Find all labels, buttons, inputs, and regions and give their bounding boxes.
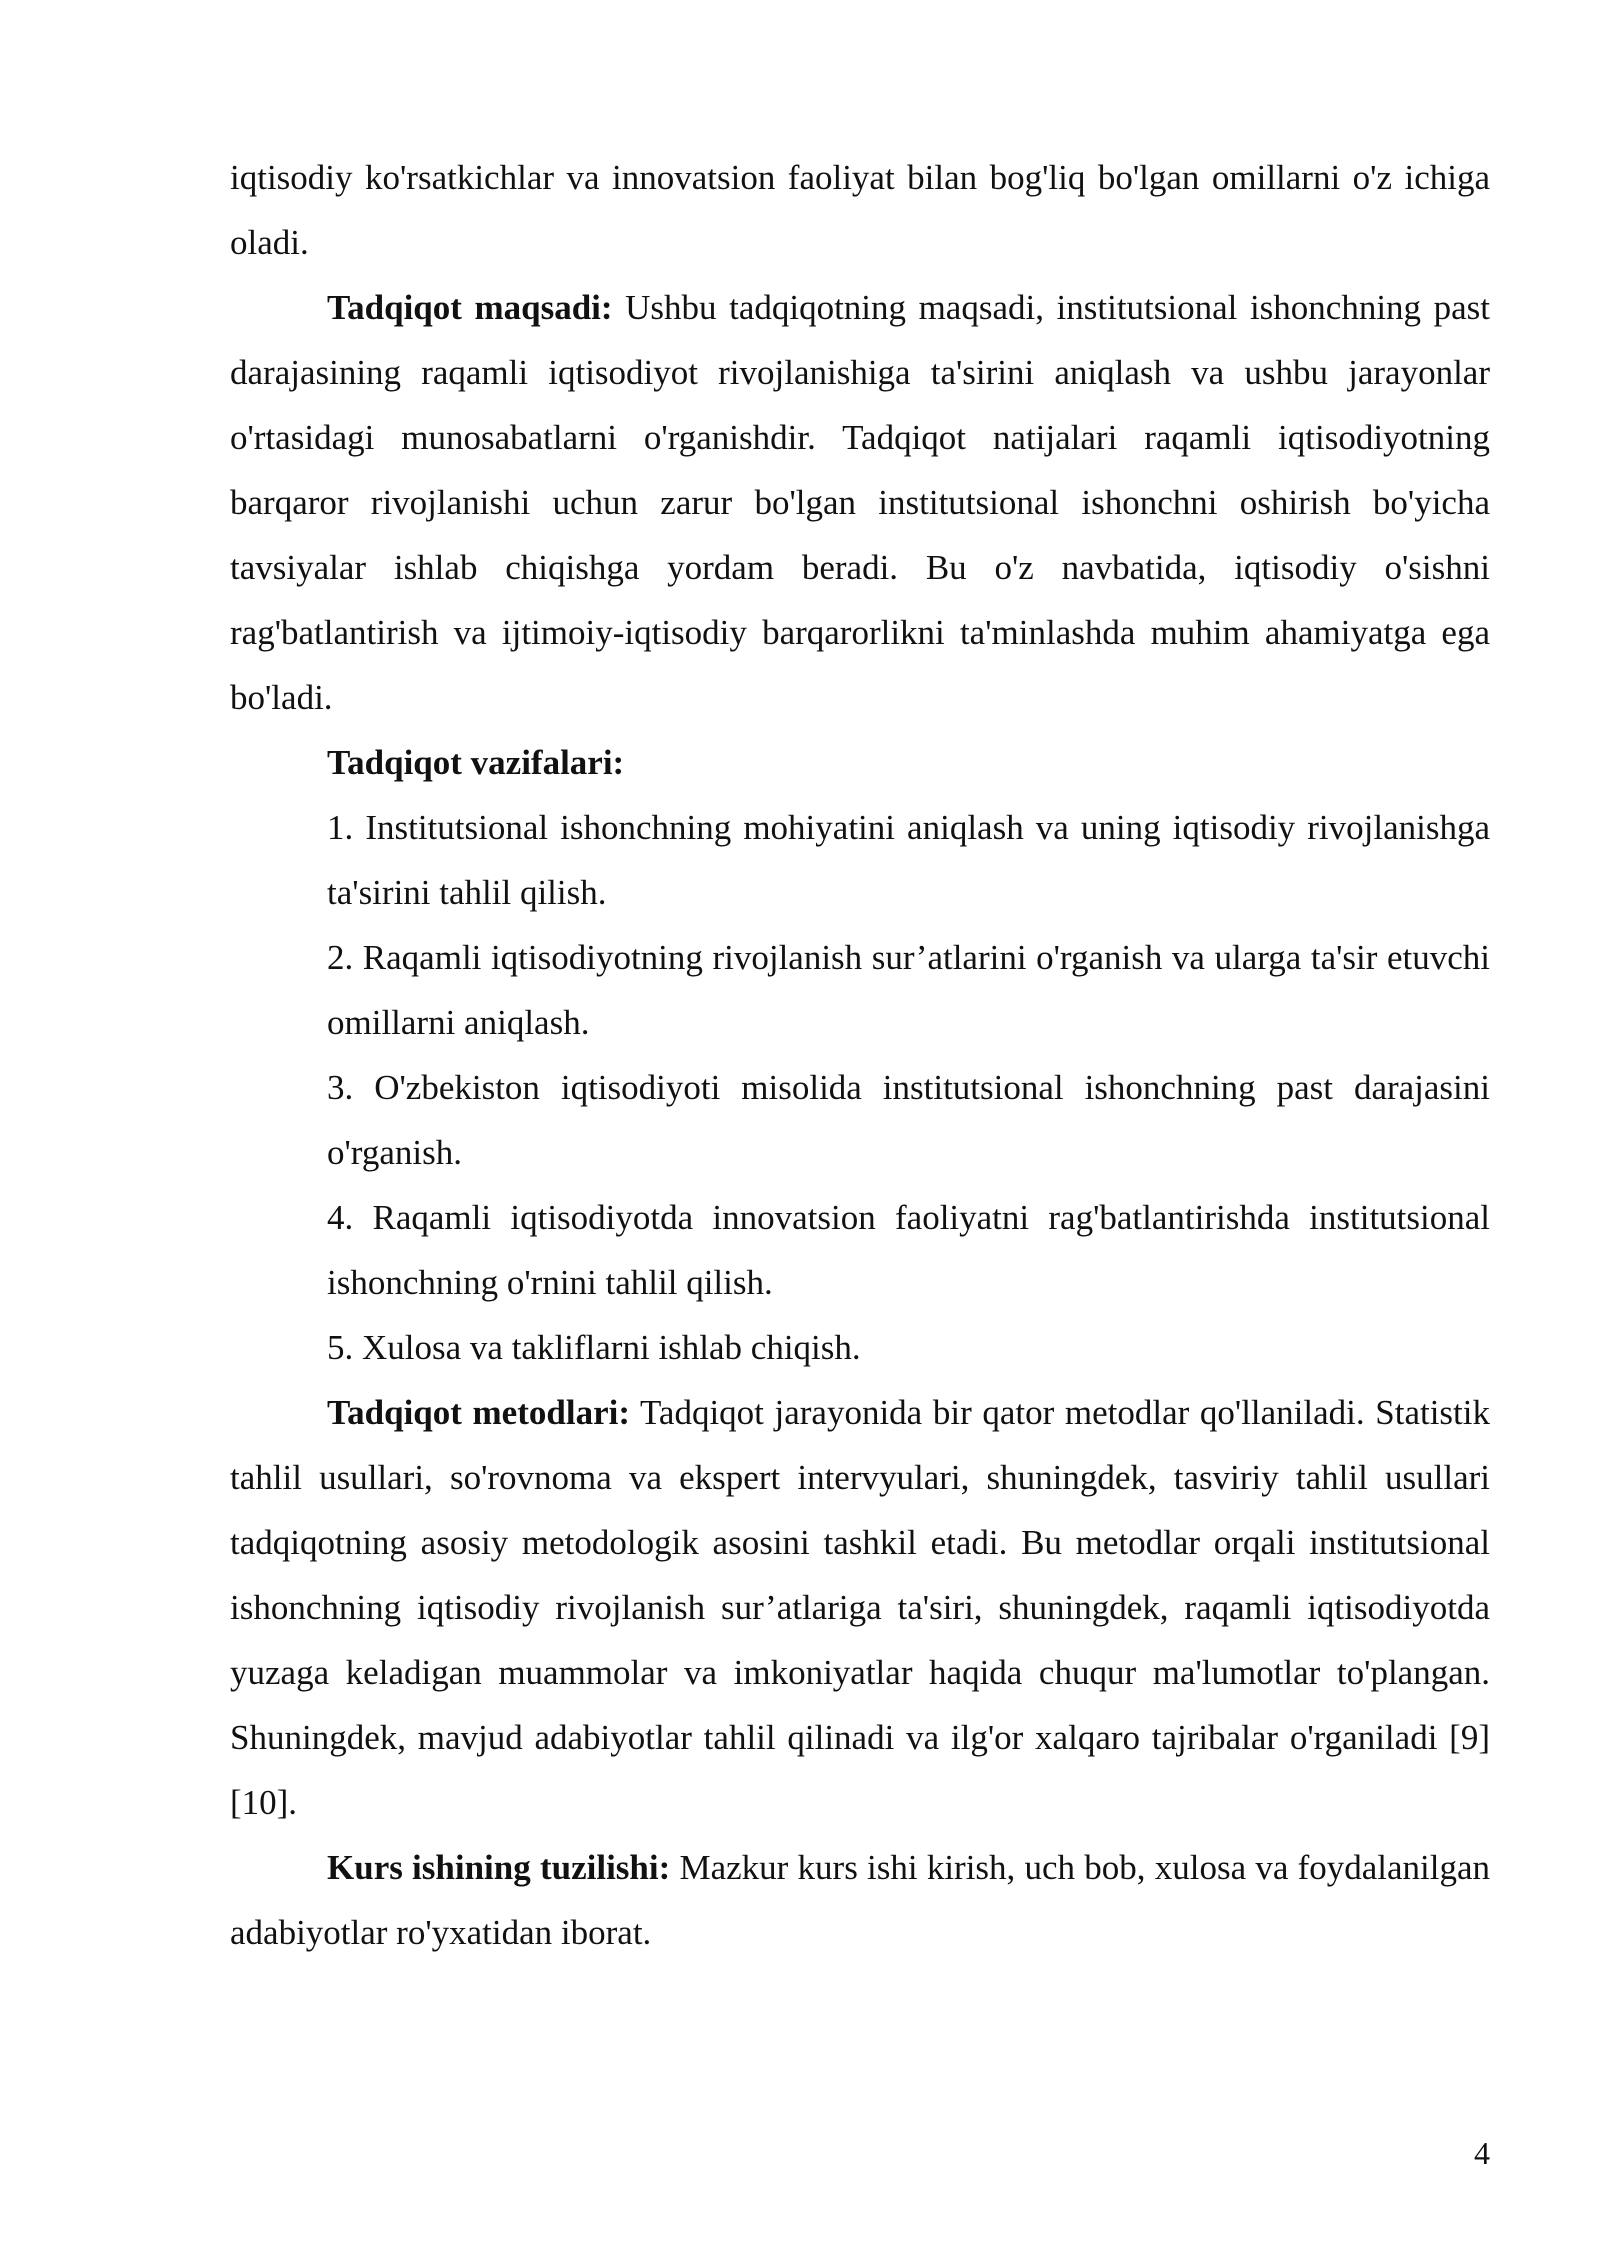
task-item: 5. Xulosa va takliflarni ishlab chiqish.: [327, 1328, 861, 1367]
tasks-label: Tadqiqot vazifalari:: [327, 743, 625, 782]
aim-label: Tadqiqot maqsadi:: [327, 288, 613, 327]
methods-paragraph: [230, 1380, 1490, 1835]
task-item: 4. Raqamli iqtisodiyotda innovatsion faoliyatni rag'batlantirishda institutsional ishonchning o'rnini tahlil qilish.: [327, 1198, 1490, 1302]
structure-label: Kurs ishining tuzilishi:: [327, 1848, 671, 1887]
task-item: 2. Raqamli iqtisodiyotning rivojlanish sur’atlarini o'rganish va ularga ta'sir etuvchi omillarni aniqlash.: [327, 938, 1490, 1042]
methods-text: Tadqiqot jarayonida bir qator metodlar qo'llaniladi. Statistik tahlil usullari, so'rovnoma va ekspert intervyulari, shuningdek, tasviriy tahlil usullari tadqiqotning asosiy metodologik asosini tashkil etadi. Bu metodlar orqali institutsional ishonchning iqtisodiy rivojlanish sur’atlariga ta'siri, shuningdek, raqamli iqtisodiyotda yuzaga keladigan muammolar va imkoniyatlar haqida chuqur ma'lumotlar to'plangan. Shuningdek, mavjud adabiyotlar tahlil qilinadi va ilg'or xalqaro tajribalar o'rganiladi [9][10].: [230, 1393, 1491, 1822]
task-item: 1. Institutsional ishonchning mohiyatini aniqlash va uning iqtisodiy rivojlanishga ta'sirini tahlil qilish.: [327, 808, 1490, 912]
tasks-heading: [230, 730, 1490, 795]
structure-text: Mazkur kurs ishi kirish, uch bob, xulosa va foydalanilgan adabiyotlar ro'yxatidan iborat.: [230, 1848, 1491, 1952]
document-page: [230, 145, 1490, 1965]
task-item: 3. O'zbekiston iqtisodiyoti misolida institutsional ishonchning past darajasini o'rganish.: [327, 1068, 1490, 1172]
intro-continuation: iqtisodiy ko'rsatkichlar va innovatsion faoliyat bilan bog'liq bo'lgan omillarni o'z ichiga oladi.: [230, 158, 1490, 262]
page-number: 4: [1474, 2135, 1490, 2171]
aim-paragraph: [230, 275, 1490, 730]
aim-text: Ushbu tadqiqotning maqsadi, institutsional ishonchning past darajasining raqamli iqtisodiyot rivojlanishiga ta'sirini aniqlash va ushbu jarayonlar o'rtasidagi munosabatlarni o'rganishdir. Tadqiqot natijalari raqamli iqtisodiyotning barqaror rivojlanishi uchun zarur bo'lgan institutsional ishonchni oshirish bo'yicha tavsiyalar ishlab chiqishga yordam beradi. Bu o'z navbatida, iqtisodiy o'sishni rag'batlantirish va ijtimoiy-iqtisodiy barqarorlikni ta'minlashda muhim ahamiyatga ega bo'ladi.: [230, 288, 1490, 717]
structure-paragraph: [230, 1835, 1490, 1965]
methods-label: Tadqiqot metodlari:: [327, 1393, 630, 1432]
